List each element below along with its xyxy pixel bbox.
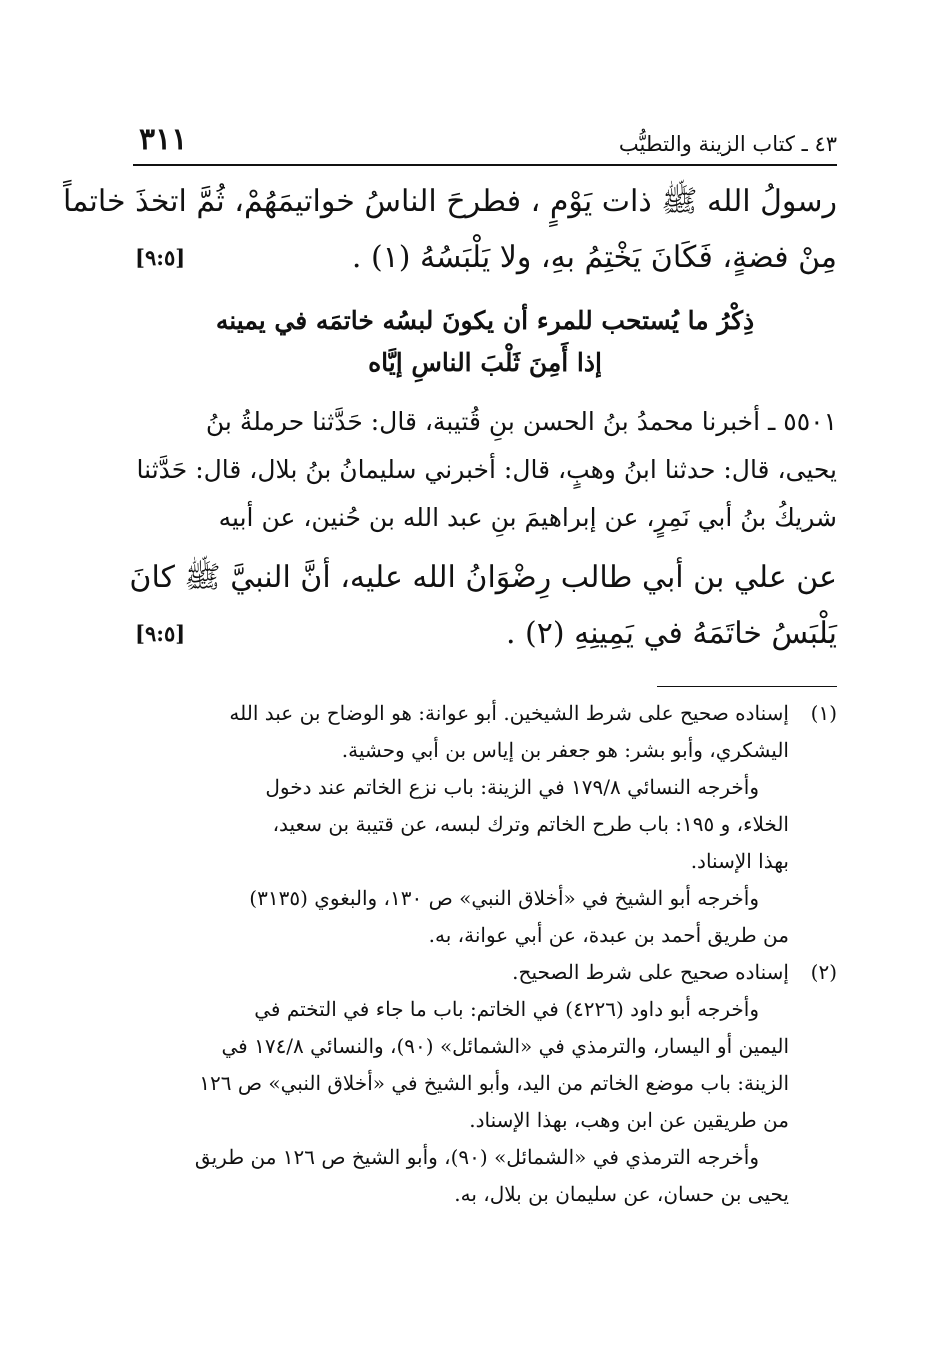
footnote-line: وأخرجه أبو الشيخ في «أخلاق النبي» ص ١٣٠، والبغوي (٣١٣٥) <box>249 886 759 910</box>
matn-line: يَلْبَسُ خاتَمَهُ في يَمِينِهِ (٢) . <box>505 616 837 651</box>
chapter-heading <box>133 300 837 384</box>
main-text-line-with-ref <box>133 230 837 286</box>
page-number: ٣١١ <box>139 122 188 157</box>
footnote-line: يحيى بن حسان، عن سليمان بن بلال، به. <box>454 1182 789 1206</box>
main-text-line: رسولُ الله ﷺ ذات يَوْمٍ ، فطرحَ الناسُ خواتيمَهُمْ، ثُمَّ اتخذَ خاتماً <box>63 184 837 219</box>
running-header <box>133 118 837 166</box>
footnote-line: الخلاء، و ١٩٥: باب طرح الخاتم وترك لبسه، عن قتيبة بن سعيد، <box>272 812 789 836</box>
footnotes <box>133 695 837 1213</box>
footnote-line: من طريق أحمد بن عبدة، عن أبي عوانة، به. <box>428 923 789 947</box>
reference-marker: [٩:٥] <box>135 621 186 646</box>
footnote-line: (١) إسناده صحيح على شرط الشيخين. أبو عوانة: هو الوضاح بن عبد الله <box>133 695 837 732</box>
matn-line: عن علي بن أبي طالب رِضْوَانُ الله عليه، أنَّ النبيَّ ﷺ كانَ <box>129 560 837 595</box>
footnote-number: (١) <box>810 701 837 725</box>
footnote-line: بهذا الإسناد. <box>690 849 789 873</box>
footnote-line: (٢) إسناده صحيح على شرط الصحيح. <box>133 954 837 991</box>
hadith-5501 <box>129 398 837 662</box>
main-text-line: مِنْ فضةٍ، فَكَانَ يَخْتِمُ بهِ، ولا يَلْبَسُهُ (١) . <box>351 240 837 275</box>
matn-line-with-ref <box>133 606 837 662</box>
footnote-line: اليشكري، وأبو بشر: هو جعفر بن إياس بن أبي وحشية. <box>341 738 789 762</box>
footnote-number: (٢) <box>810 960 837 984</box>
isnad-line: يحيى، قال: حدثنا ابنُ وهبٍ، قال: أخبرني سليمانُ بنُ بلال، قال: حَدَّثنا <box>136 455 837 484</box>
footnote-line: وأخرجه الترمذي في «الشمائل» (٩٠)، وأبو الشيخ ص ١٢٦ من طريق <box>194 1145 759 1169</box>
isnad-line: ٥٥٠١ ـ أخبرنا محمدُ بنُ الحسن بنِ قُتيبة، قال: حَدَّثنا حرملةُ بنُ <box>205 407 837 436</box>
heading-line-2: إذا أَمِنَ ثَلْبَ الناسِ إيَّاه <box>368 348 602 377</box>
hadith-previous-continuation <box>63 174 837 286</box>
chapter-title: ٤٣ ـ كتاب الزينة والتطيُّب <box>618 132 837 156</box>
footnote-line: وأخرجه أبو داود (٤٢٢٦) في الخاتم: باب ما جاء في التختم في <box>254 997 759 1021</box>
heading-line-1: ذِكْرُ ما يُستحب للمرء أن يكونَ لبسُه خاتمَه في يمينه <box>215 306 755 335</box>
footnote-2 <box>133 954 837 1213</box>
book-page <box>63 118 837 1332</box>
footnote-1 <box>133 695 837 954</box>
isnad-line: شريكُ بنُ أبي نَمِرٍ، عن إبراهيمَ بنِ عبد الله بن حُنين، عن أبيه <box>218 503 837 532</box>
footnote-line: اليمين أو اليسار، والترمذي في «الشمائل» (٩٠)، والنسائي ١٧٤/٨ في <box>221 1034 789 1058</box>
footnote-line: وأخرجه النسائي ١٧٩/٨ في الزينة: باب نزع الخاتم عند دخول <box>265 775 759 799</box>
reference-marker: [٩:٥] <box>135 245 186 270</box>
footnote-line: من طريقين عن ابن وهب، بهذا الإسناد. <box>469 1108 789 1132</box>
footnote-line: الزينة: باب موضع الخاتم من اليد، وأبو الشيخ في «أخلاق النبي» ص ١٢٦ <box>199 1071 789 1095</box>
